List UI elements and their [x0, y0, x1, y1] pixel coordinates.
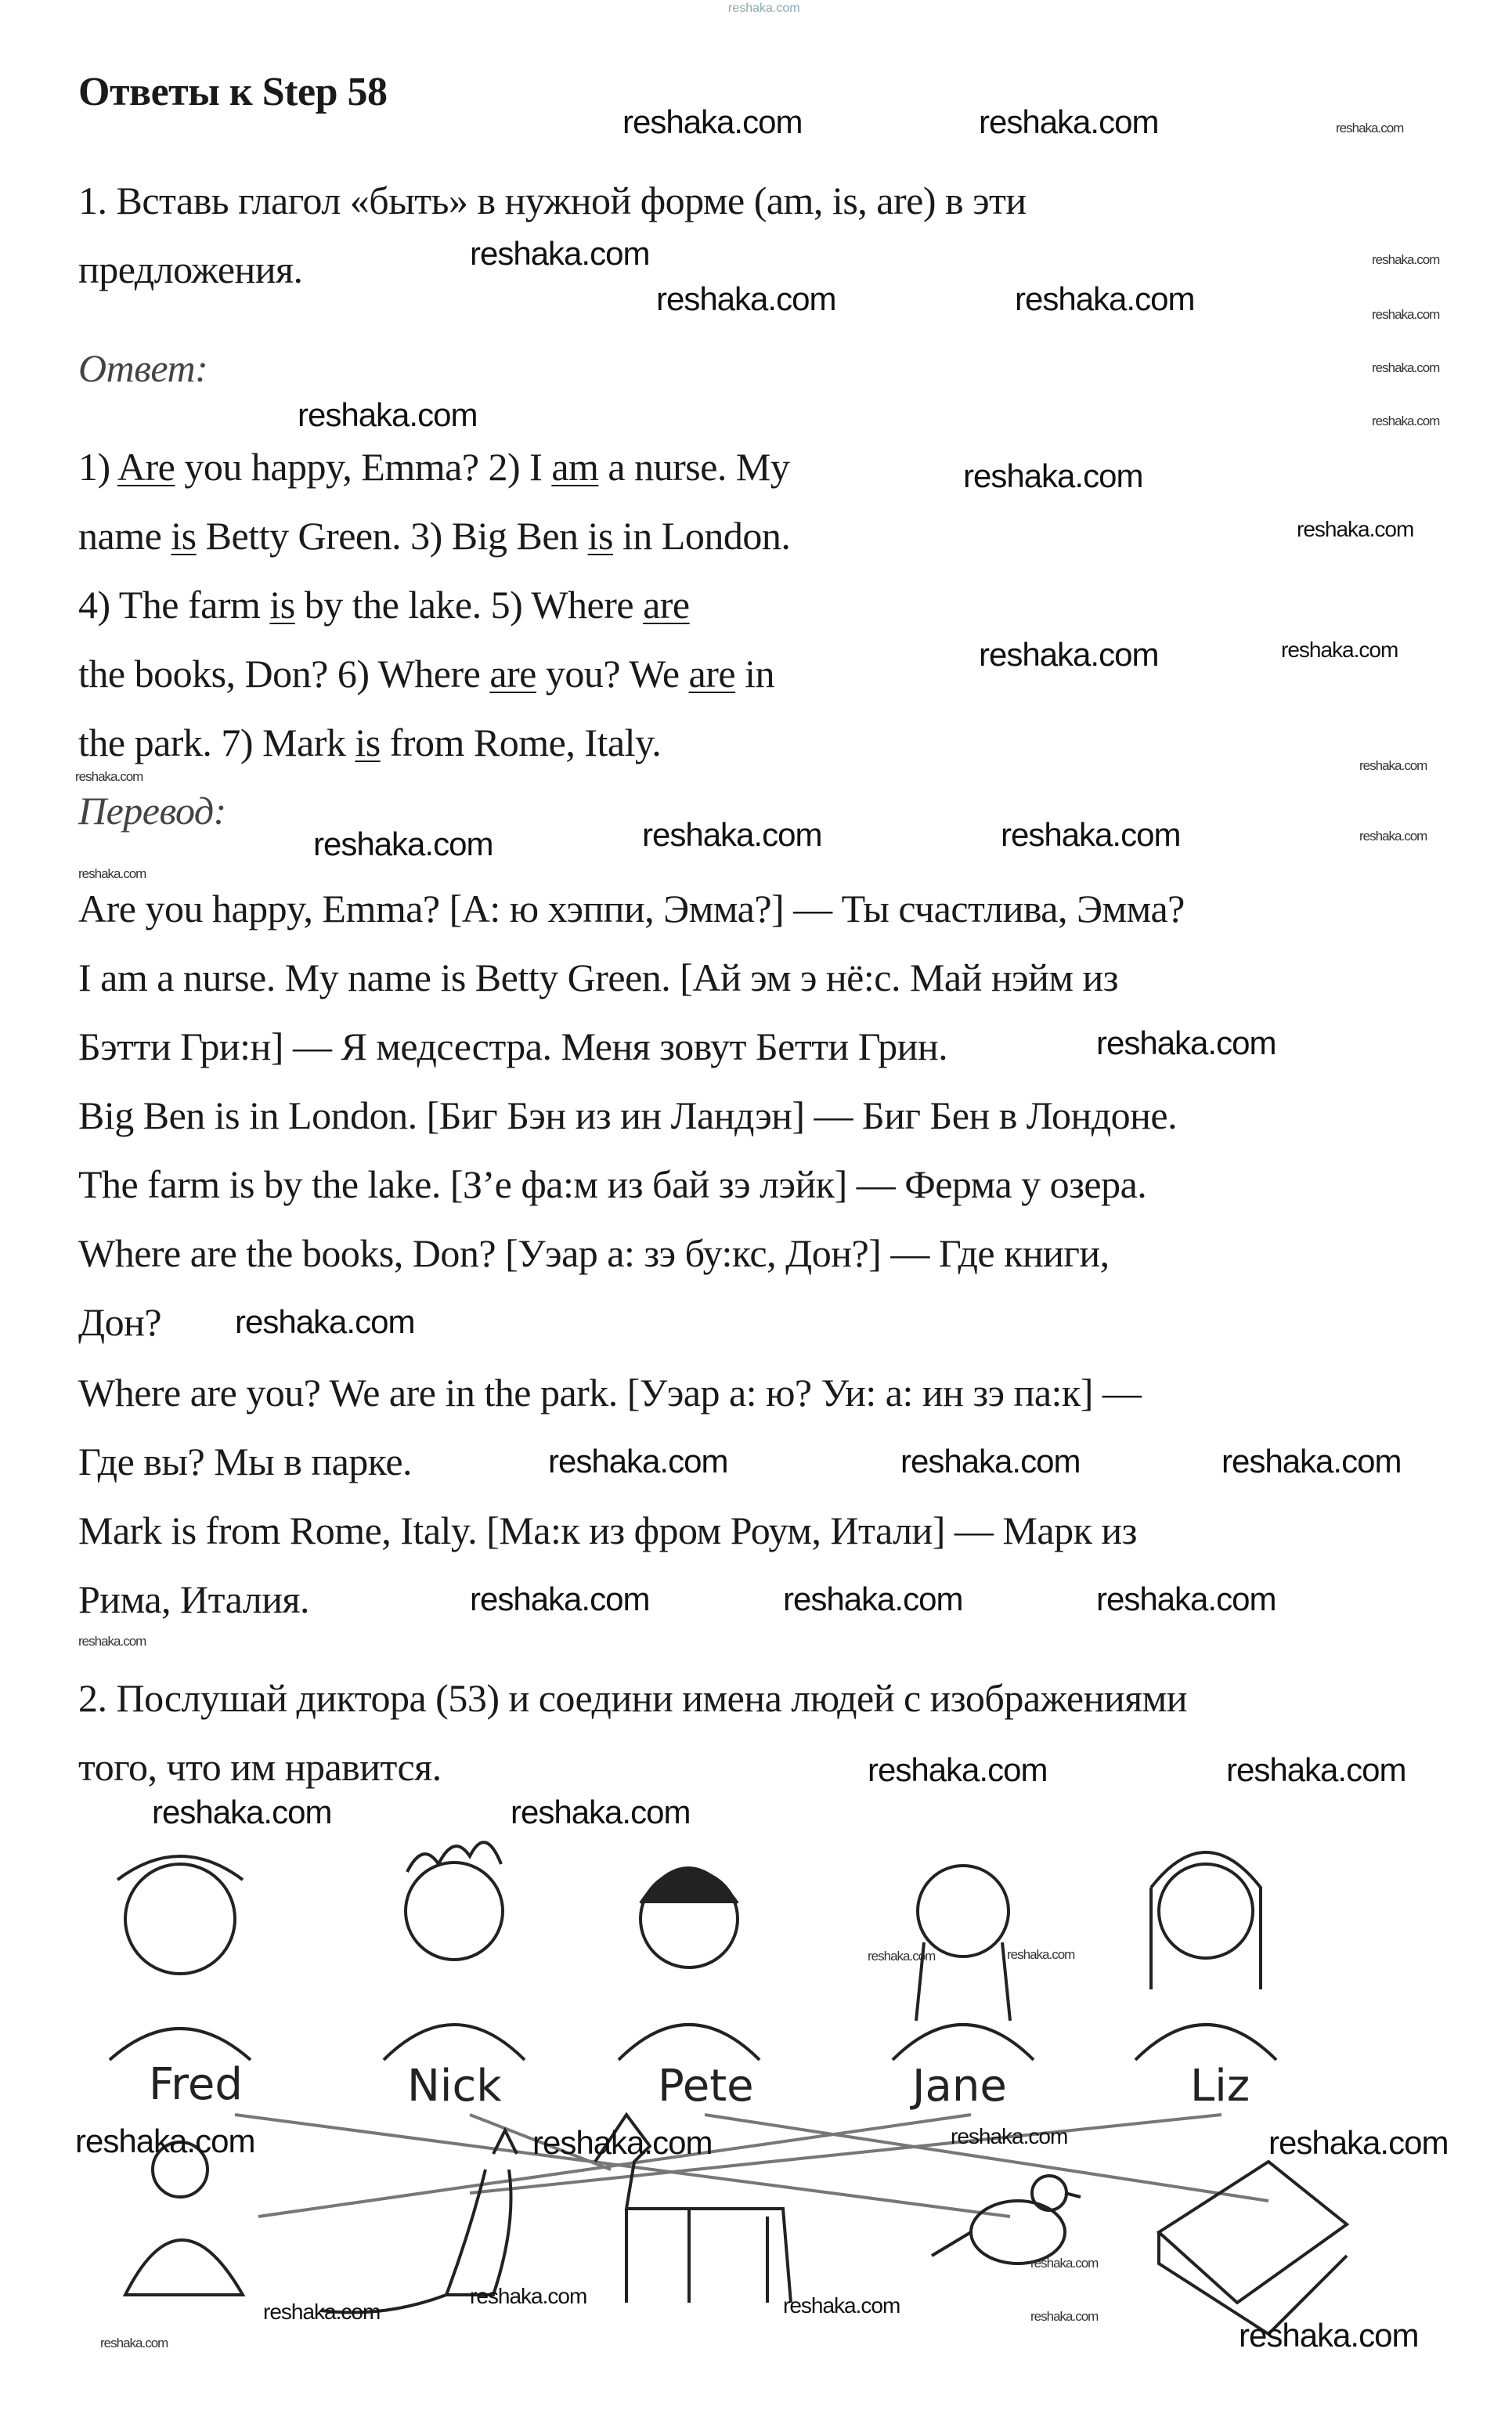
watermark: reshaka.com — [1239, 2317, 1419, 2354]
watermark: reshaka.com — [622, 103, 803, 140]
watermark: reshaka.com — [1281, 638, 1398, 662]
watermark: reshaka.com — [313, 826, 493, 862]
task2-instruction-line1: 2. Послушай диктора (53) и соедини имена людей с изображениями — [78, 1676, 1187, 1720]
answer-line — [78, 650, 774, 697]
watermark: reshaka.com — [298, 396, 478, 433]
watermark: reshaka.com — [100, 2336, 168, 2350]
answer-line — [78, 443, 789, 490]
answer-line — [78, 512, 790, 559]
watermark: reshaka.com — [868, 1751, 1048, 1788]
answer-text: in London. — [612, 514, 791, 558]
answer-verb: is — [269, 583, 295, 627]
name-jane: Jane — [912, 2061, 1007, 2112]
translation-line: Где вы? Мы в парке. — [78, 1440, 413, 1483]
answer-line — [78, 719, 661, 766]
answer-text: 4) The farm — [78, 583, 270, 627]
matching-illustration — [0, 1825, 1512, 2389]
translation-line: Mark is from Rome, Italy. [Ма:к из фром Роум, Итали] — Марк из — [78, 1508, 1137, 1552]
watermark: reshaka.com — [1226, 1751, 1406, 1788]
translation-line: I am a nurse. My name is Betty Green. [Ай эм э нё:с. Май нэйм из — [78, 956, 1118, 999]
watermark: reshaka.com — [963, 457, 1143, 494]
watermark: reshaka.com — [470, 1581, 650, 1617]
watermark: reshaka.com — [1268, 2124, 1449, 2161]
translation-line: Рима, Италия. — [78, 1577, 309, 1621]
watermark: reshaka.com — [656, 280, 836, 317]
doll-drawing — [125, 2142, 243, 2295]
watermark: reshaka.com — [783, 1581, 963, 1617]
page-title: Ответы к Step 58 — [78, 70, 388, 114]
answer-text: name — [78, 514, 171, 558]
watermark: reshaka.com — [900, 1443, 1081, 1480]
watermark: reshaka.com — [532, 2124, 713, 2161]
answer-line — [78, 581, 690, 628]
answer-text: by the lake. 5) Where — [294, 583, 644, 627]
answer-text: you happy, Emma? 2) I — [175, 445, 552, 489]
watermark: reshaka.com — [1359, 758, 1427, 773]
answer-text: the books, Don? 6) Where — [78, 652, 490, 696]
watermark: reshaka.com — [78, 866, 146, 881]
watermark: reshaka.com — [979, 103, 1159, 140]
watermark: reshaka.com — [1297, 517, 1414, 541]
watermark: reshaka.com — [470, 235, 650, 272]
translation-line: Бэтти Гри:н] — Я медсестра. Меня зовут Бетти Грин. — [78, 1024, 948, 1068]
answer-text: 1) — [78, 445, 117, 489]
translation-line: Where are the books, Don? [Уэар а: зэ бу:кс, Дон?] — Где книги, — [78, 1231, 1110, 1275]
watermark: reshaka.com — [783, 2293, 900, 2318]
watermark: reshaka.com — [979, 636, 1159, 673]
watermark: reshaka.com — [75, 2123, 255, 2159]
matching-lines — [235, 2115, 1268, 2217]
watermark: reshaka.com — [263, 2300, 381, 2324]
answer-verb: are — [489, 652, 536, 696]
watermark: reshaka.com — [75, 769, 143, 784]
name-pete: Pete — [658, 2061, 754, 2112]
answer-verb: are — [643, 583, 690, 627]
translation-line: Where are you? We are in the park. [Уэар а: ю? Уи: а: ин зэ па:к] — — [78, 1371, 1142, 1415]
watermark: reshaka.com — [470, 2284, 587, 2308]
watermark: reshaka.com — [642, 816, 822, 853]
answer-verb: are — [688, 652, 736, 696]
translation-line: Are you happy, Emma? [А: ю хэппи, Эмма?] — Ты счастлива, Эмма? — [78, 887, 1185, 930]
watermark: reshaka.com — [868, 1949, 936, 1964]
watermark: reshaka.com — [1336, 121, 1404, 135]
watermark: reshaka.com — [1096, 1581, 1276, 1617]
answer-verb: is — [587, 514, 613, 558]
answer-verb: Are — [117, 445, 175, 489]
answer-text: you? We — [536, 652, 689, 696]
bird-drawing — [932, 2176, 1081, 2264]
watermark: reshaka.com — [1372, 307, 1440, 322]
watermark: reshaka.com — [1001, 816, 1181, 853]
watermark: reshaka.com — [1372, 360, 1440, 375]
answer-verb: is — [171, 514, 197, 558]
watermark: reshaka.com — [1372, 414, 1440, 428]
answer-text: from Rome, Italy. — [380, 721, 662, 764]
answer-text: a nurse. My — [598, 445, 790, 489]
task1-instruction-line1: 1. Вставь глагол «быть» в нужной форме (am, is, are) в эти — [78, 179, 1027, 222]
watermark: reshaka.com — [1359, 829, 1427, 844]
watermark: reshaka.com — [951, 2124, 1068, 2148]
answer-text: the park. 7) Mark — [78, 721, 355, 764]
task2-instruction-line2: того, что им нравится. — [78, 1745, 442, 1789]
answer-verb: am — [551, 445, 599, 489]
answer-label: Ответ: — [78, 346, 208, 390]
girl-liz-drawing — [1135, 1852, 1276, 2060]
watermark: reshaka.com — [1096, 1024, 1276, 1061]
name-nick: Nick — [407, 2061, 502, 2112]
name-liz: Liz — [1190, 2061, 1250, 2112]
watermark: reshaka.com — [1222, 1443, 1402, 1480]
translation-label: Перевод: — [78, 789, 226, 833]
watermark: reshaka.com — [1007, 1947, 1075, 1962]
watermark: reshaka.com — [78, 1634, 146, 1649]
watermark: reshaka.com — [548, 1443, 728, 1480]
translation-line: The farm is by the lake. [З’е фа:м из бай зэ лэйк] — Ферма у озера. — [78, 1162, 1147, 1206]
boy-pete-drawing — [619, 1868, 760, 2060]
translation-line: Дон? — [78, 1300, 162, 1344]
boy-fred-drawing — [110, 1856, 251, 2060]
watermark: reshaka.com — [511, 1794, 691, 1830]
watermark: reshaka.com — [152, 1794, 332, 1830]
translation-line: Big Ben is in London. [Биг Бэн из ин Ландэн] — Биг Бен в Лондоне. — [78, 1093, 1178, 1137]
task1-instruction-line2: предложения. — [78, 247, 303, 291]
header-watermark: reshaka.com — [728, 2, 800, 15]
watermark: reshaka.com — [1030, 2309, 1099, 2324]
watermark: reshaka.com — [1030, 2256, 1099, 2271]
watermark: reshaka.com — [1015, 280, 1195, 317]
watermark: reshaka.com — [235, 1303, 415, 1340]
boy-nick-drawing — [384, 1842, 525, 2060]
answer-verb: is — [355, 721, 381, 764]
answer-text: Betty Green. 3) Big Ben — [196, 514, 588, 558]
watermark: reshaka.com — [1372, 252, 1440, 267]
name-fred: Fred — [149, 2059, 243, 2110]
answer-text: in — [735, 652, 774, 696]
